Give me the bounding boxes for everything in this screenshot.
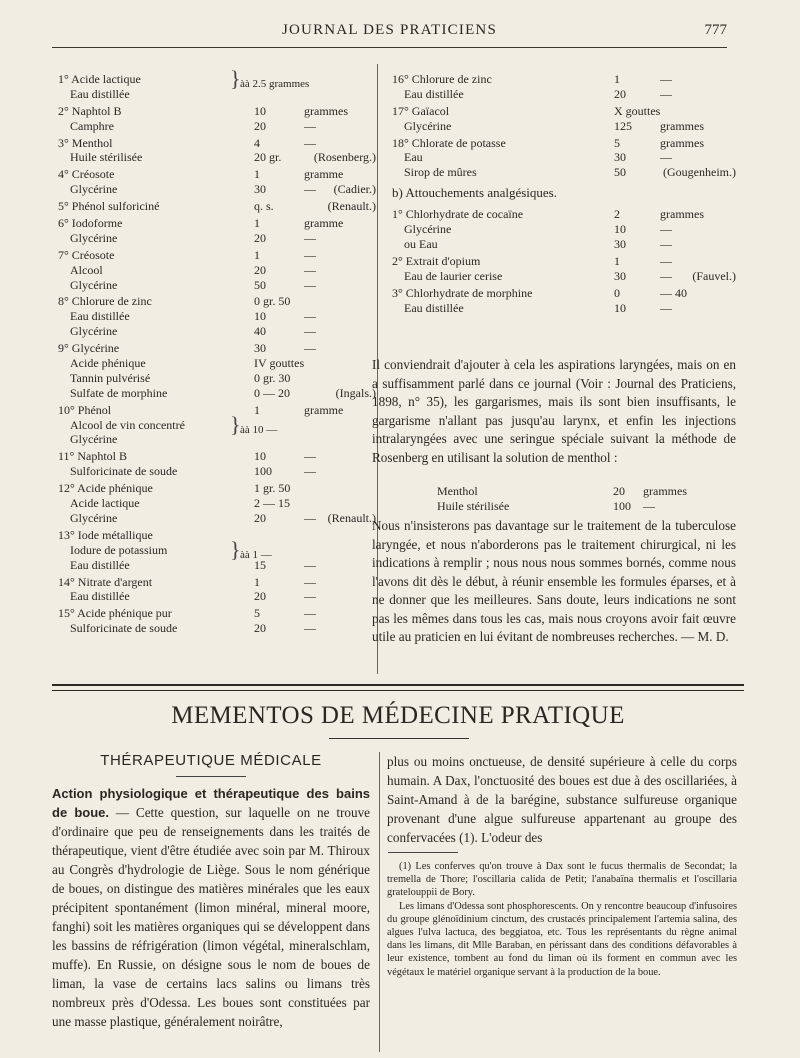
ingredient-name: Glycérine [70,182,118,197]
ingredient-unit: grammes [304,103,348,118]
ingredient-quantity: 30 [614,268,626,283]
ingredient-quantity: 1 [614,253,620,268]
ingredient-name: Glycérine [70,277,118,292]
right-formula [392,72,736,102]
formula-row [58,324,376,339]
menthol-formula [437,484,737,514]
ingredient-unit: — [660,300,672,315]
ingredient-unit: — [304,464,316,479]
ingredient-name: Alcool de vin concentré [70,417,185,432]
ingredient-quantity: 5 [254,606,260,621]
formula-row [58,621,376,636]
formula-row [392,301,736,316]
formula-row [58,104,376,119]
ingredient-quantity: 10 [614,222,626,237]
ingredient-quantity: 1 [614,72,620,86]
ingredient-name: 12° Acide phénique [58,481,153,496]
formula-row [58,464,376,479]
left-formula [58,248,376,293]
ingredient-unit: gramme [304,167,344,182]
ingredient-quantity: 30 [254,182,266,197]
ingredient-name: Eau distillée [70,589,130,604]
formula-row [58,136,376,151]
left-formula [58,167,376,197]
paragraph-conclusion: Nous n'insisterons pas davantage sur le traitement de la tuberculose laryngée, et nous n'aborderons pas le traitement chirurgical, ni les indications à remplir ; nous nous nous sommes bornés, comme nous l'avons dit dès le début, à réunir ensemble les formules éparses, et à ne donner que les meilleures. Sans doute, leurs indications ne sont pas les mêmes dans tous les cas, mais nous croyons avoir fait œuvre utile au praticien en lui évitant de nombreuses recherches. — M. D. [372,518,736,644]
ingredient-quantity: 30 [254,341,266,356]
formula-row [58,119,376,134]
formula-row [58,543,376,558]
formula-row [58,263,376,278]
ingredient-quantity: IV gouttes [254,356,305,371]
ingredient-name: Sulforicinate de soude [70,621,178,636]
formula-row [58,449,376,464]
ingredient-quantity: q. s. [254,199,274,214]
ingredient-name: 13° Iode métallique [58,527,153,542]
ingredient-name: 17° Gaïacol [392,103,450,118]
formula-row [392,286,736,301]
formula-row [58,216,376,231]
left-formula [58,528,376,573]
left-formula [58,575,376,605]
ingredient-unit: — [304,621,316,636]
footnote-2: Les limans d'Odessa sont phosphorescents. On y rencontre beaucoup d'infusoires du groupe glénoïdinium cinctum, des crustacés principalement l'artemia salina, des algues l'ulva lactuca, des beggiatoa, etc. Tous les représentants du règne animal dans les limans, dit Mlle Baraban, en périssant dans des conditions défavorables à leur existence, tombent au fond du liman où ils forment en commun avec les végétaux le matériel organique servant à la production de la boue. [387,900,737,978]
ingredient-name: Eau distillée [70,557,130,572]
ingredient-unit: — [660,86,672,101]
ingredient-name: Eau distillée [404,300,464,315]
left-formula [58,403,376,448]
footnote-1: (1) Les conferves qu'on trouve à Dax sont le fucus thermalis de Secondat; la tremella de Thore; l'oscillaria calida de Petit; l'anabaïna thermalis et l'oscillaria gratelouppii de Bory. [387,861,737,899]
ingredient-name: 9° Glycérine [58,341,120,356]
ingredient-unit: — [304,230,316,245]
ingredient-name: 15° Acide phénique pur [58,606,172,621]
formula-row [58,371,376,386]
brace-symbol: } [230,411,241,437]
ingredient-name: Iodure de potassium [70,542,168,557]
brace-symbol: } [230,66,241,91]
ingredient-unit: — [304,135,316,150]
ingredient-quantity: 50 [254,277,266,292]
ingredient-unit: — [304,262,316,277]
left-formula [58,341,376,401]
formula-row [58,87,376,102]
ingredient-name: Eau distillée [404,86,464,101]
ingredient-unit: — [304,449,316,464]
ingredient-quantity: 10 [254,103,266,118]
subsection-title: THÉRAPEUTIQUE MÉDICALE [100,752,322,769]
formula-row [58,182,376,197]
ingredient-unit: — [304,247,316,262]
ingredient-name: 7° Créosote [58,247,115,262]
ingredient-name: Glycérine [70,324,118,339]
formula-author: (Fauvel.) [692,268,736,283]
left-formula [58,66,376,102]
ingredient-name: 8° Chlorure de zinc [58,294,152,309]
ingredient-quantity: 10 [254,309,266,324]
article-body-right: plus ou moins onctueuse, de densité supérieure à celle du corps humain. A Dax, l'onctuosité des boues est due à des oscillariées, à Saint-Amand à de la barégine, substance sulfureuse organique provenant d'une algue sulfureuse appartenant au groupe des confervacées (1). L'odeur des [387,754,737,845]
formula-row [58,231,376,246]
section-heading-b: b) Attouchements analgésiques. [392,185,557,201]
brace-quantity: àà 1 — [240,548,272,561]
ingredient-unit: grammes [660,118,704,133]
article-body-left: — Cette question, sur laquelle on ne trouve d'ordinaire que peu de renseignements dans les traités de thérapeutique, vient d'être étudiée avec soin par M. Thiroux au Congrès d'hydrologie de Liège. Sous le nom générique de boues, on distingue des matières minérales que les eaux précipitent spontanément (limon minéral, mineral moore, fanghi) soit les matières organiques qui se développent dans les bassins de réfrigération (limon végétal, mineralschlam, muffe). En Russie, on désigne sous le nom de boues de liman, la vase de certains lacs salins ou limans très nombreux près d'Odessa. Les boues sont constituées par une masse plastique, généralement noirâtre, [52,805,371,1029]
ingredient-quantity: 0 — 20 [254,385,290,400]
ingredient-name: Glycérine [70,432,118,447]
header-rule [52,47,727,48]
ingredient-quantity: 20 [614,86,626,101]
ingredient-name: 2° Naphtol B [58,103,122,118]
brace-quantity: àà 10 — [240,423,278,436]
formula-author: (Gougenheim.) [663,165,736,180]
ingredient-name: 11° Naphtol B [58,449,128,464]
title-underline [329,738,469,739]
formula-row [437,484,737,499]
ingredient-name: 4° Créosote [58,167,115,182]
ingredient-quantity: 1 gr. 50 [254,481,291,496]
ingredient-quantity: 20 gr. [254,150,282,165]
ingredient-unit: — [304,510,316,525]
ingredient-quantity: 30 [614,237,626,252]
ingredient-quantity: 1 [254,402,260,417]
left-formula [58,481,376,526]
formula-row [58,294,376,309]
running-header [52,22,727,42]
left-formula [58,199,376,214]
ingredient-quantity: 20 [254,118,266,133]
formula-row [392,254,736,269]
ingredient-quantity: 0 gr. 50 [254,294,291,309]
formula-row [58,606,376,621]
formula-row [58,248,376,263]
ingredient-name: Alcool [70,262,103,277]
left-formula [58,136,376,166]
formula-row [58,528,376,543]
ingredient-unit: — [660,150,672,165]
right-b-formula [392,254,736,284]
ingredient-quantity: 4 [254,135,260,150]
ingredient-unit: — [660,253,672,268]
ingredient-quantity: 1 [254,167,260,182]
ingredient-name: Sulforicinate de soude [70,464,178,479]
ingredient-quantity: 2 [614,207,620,222]
formula-row [58,575,376,590]
formula-row [392,136,736,151]
formula-row [392,104,736,119]
section-double-rule [52,684,744,691]
ingredient-unit: — [304,341,316,356]
formula-author: (Ingals.) [335,385,376,400]
right-b-formula [392,286,736,316]
ingredient-quantity: 15 [254,557,266,572]
ingredient-quantity: 0 gr. 30 [254,370,291,385]
ingredient-unit: — [304,182,316,197]
section-title: MEMENTOS DE MÉDECINE PRATIQUE [171,702,625,729]
formula-row [58,496,376,511]
ingredient-name: 3° Menthol [58,135,113,150]
ingredient-unit: — [660,72,672,86]
ingredient-name: Huile stérilisée [70,150,143,165]
ingredient-name: 10° Phénol [58,402,112,417]
ingredient-quantity: 2 — 15 [254,496,290,511]
formula-row [392,165,736,180]
ingredient-name: Acide phénique [70,356,146,371]
ingredient-name: Eau distillée [70,309,130,324]
subsection-underline [176,776,246,777]
left-formula [58,104,376,134]
ingredient-name: 5° Phénol sulforiciné [58,199,160,214]
ingredient-unit: — [660,237,672,252]
ingredient-unit: — [304,557,316,572]
ingredient-unit: grammes [660,207,704,222]
formula-row [58,167,376,182]
left-formula [58,449,376,479]
ingredient-name: Glycérine [70,230,118,245]
ingredient-unit: — [304,574,316,589]
ingredient-name: 14° Nitrate d'argent [58,574,153,589]
ingredient-name: Tannin pulvérisé [70,370,151,385]
ingredient-name: Glycérine [404,118,452,133]
formula-row [58,418,376,433]
ingredient-name: Glycérine [70,510,118,525]
brace-quantity: àà 2.5 grammes [240,78,310,90]
ingredient-name: Eau de laurier cerise [404,268,503,283]
ingredient-quantity: 100 [254,464,272,479]
formula-row [58,309,376,324]
ingredient-unit: grammes [643,484,687,498]
formula-row [392,222,736,237]
right-formula [392,136,736,181]
ingredient-quantity: 1 [254,247,260,262]
ingredient-name: Eau distillée [70,86,130,101]
ingredient-quantity: 20 [254,510,266,525]
ingredient-name: Sirop de mûres [404,165,477,180]
ingredient-quantity: 1 [254,574,260,589]
formula-row [392,237,736,252]
footnotes [387,860,737,979]
ingredient-name: 3° Chlorhydrate de morphine [392,285,533,300]
formula-row [58,72,376,87]
ingredient-unit: — [304,606,316,621]
left-formula [58,216,376,246]
formula-author: (Renault.) [327,199,376,214]
article-left-column [52,784,370,1031]
right-formula [392,104,736,134]
journal-title: JOURNAL DES PRATICIENS [281,22,498,38]
formula-row [58,511,376,526]
formula-row [392,119,736,134]
formula-row [58,589,376,604]
formula-row [58,341,376,356]
formula-row [58,481,376,496]
ingredient-name: 16° Chlorure de zinc [392,72,492,86]
formula-row [58,150,376,165]
ingredient-unit: — [304,589,316,604]
formula-row [392,87,736,102]
formula-row [58,403,376,418]
formula-author: (Renault.) [327,510,376,525]
right-b-formula [392,207,736,252]
ingredient-quantity: 40 [254,324,266,339]
formula-row [58,199,376,214]
article-heading: Action physiologique et thérapeutique des bains de boue. [52,786,370,820]
ingredient-name: 1° Chlorhydrate de cocaïne [392,207,524,222]
ingredient-unit: — [660,222,672,237]
ingredient-quantity: 1 [254,216,260,231]
formula-author: (Rosenberg.) [313,150,376,165]
formula-row [58,432,376,447]
ingredient-quantity: 20 [254,621,266,636]
formula-row [392,72,736,87]
ingredient-name: Huile stérilisée [437,498,510,513]
ingredient-name: 1° Acide lactique [58,72,141,86]
ingredient-unit: gramme [304,216,344,231]
ingredient-quantity: 125 [614,118,632,133]
ingredient-name: Eau [404,150,423,165]
formula-row [58,356,376,371]
ingredient-unit: — [304,277,316,292]
ingredient-unit: — [643,498,655,513]
ingredient-unit: — [660,268,672,283]
ingredient-name: 18° Chlorate de potasse [392,135,506,150]
ingredient-name: 6° Iodoforme [58,216,123,231]
formula-row [58,278,376,293]
ingredient-name: Sulfate de morphine [70,385,168,400]
footnote-rule [388,852,458,853]
left-formula [58,606,376,636]
formula-row [392,150,736,165]
ingredient-unit: — [304,118,316,133]
ingredient-name: ou Eau [404,237,438,252]
ingredient-quantity: X gouttes [614,103,661,118]
ingredient-quantity: 20 [613,484,625,498]
ingredient-name: Glycérine [404,222,452,237]
lower-column-divider [379,752,380,1052]
ingredient-name: Camphre [70,118,114,133]
formula-row [392,269,736,284]
brace-symbol: } [230,536,241,562]
ingredient-quantity: 50 [614,165,626,180]
ingredient-quantity: 10 [614,300,626,315]
ingredient-name: Menthol [437,484,478,498]
ingredient-quantity: 10 [254,449,266,464]
ingredient-quantity: 100 [613,498,631,513]
formulas-left-column [58,66,376,638]
paragraph-aspirations: Il conviendrait d'ajouter à cela les aspirations laryngées, mais on en a suffisamment parlé dans ce journal (Voir : Journal des Praticiens, 1898, n° 35), les gargarismes, mais ils sont bien insuffisants, le gargarisme n'allant pas jusqu'au larynx, et enfin les injections intralaryngées avec une seringue spéciale suivant la méthode de Rosenberg en utilisant la solution de menthol : [372,357,736,465]
page-number: 777 [704,22,727,38]
ingredient-name: Acide lactique [70,496,140,511]
ingredient-name: 2° Extrait d'opium [392,253,481,268]
formula-row [58,386,376,401]
ingredient-quantity: 20 [254,262,266,277]
formula-row [58,558,376,573]
formula-author: (Cadier.) [333,182,376,197]
ingredient-quantity: 20 [254,589,266,604]
ingredient-quantity: 5 [614,135,620,150]
formula-row [437,499,737,514]
ingredient-unit: gramme [304,402,344,417]
left-formula [58,294,376,339]
ingredient-quantity: 30 [614,150,626,165]
ingredient-unit: — 40 [660,285,687,300]
formula-row [392,207,736,222]
ingredient-quantity: 20 [254,230,266,245]
ingredient-unit: grammes [660,135,704,150]
formulas-right-column [392,72,736,317]
ingredient-unit: — [304,324,316,339]
ingredient-quantity: 0 [614,285,620,300]
ingredient-unit: — [304,309,316,324]
